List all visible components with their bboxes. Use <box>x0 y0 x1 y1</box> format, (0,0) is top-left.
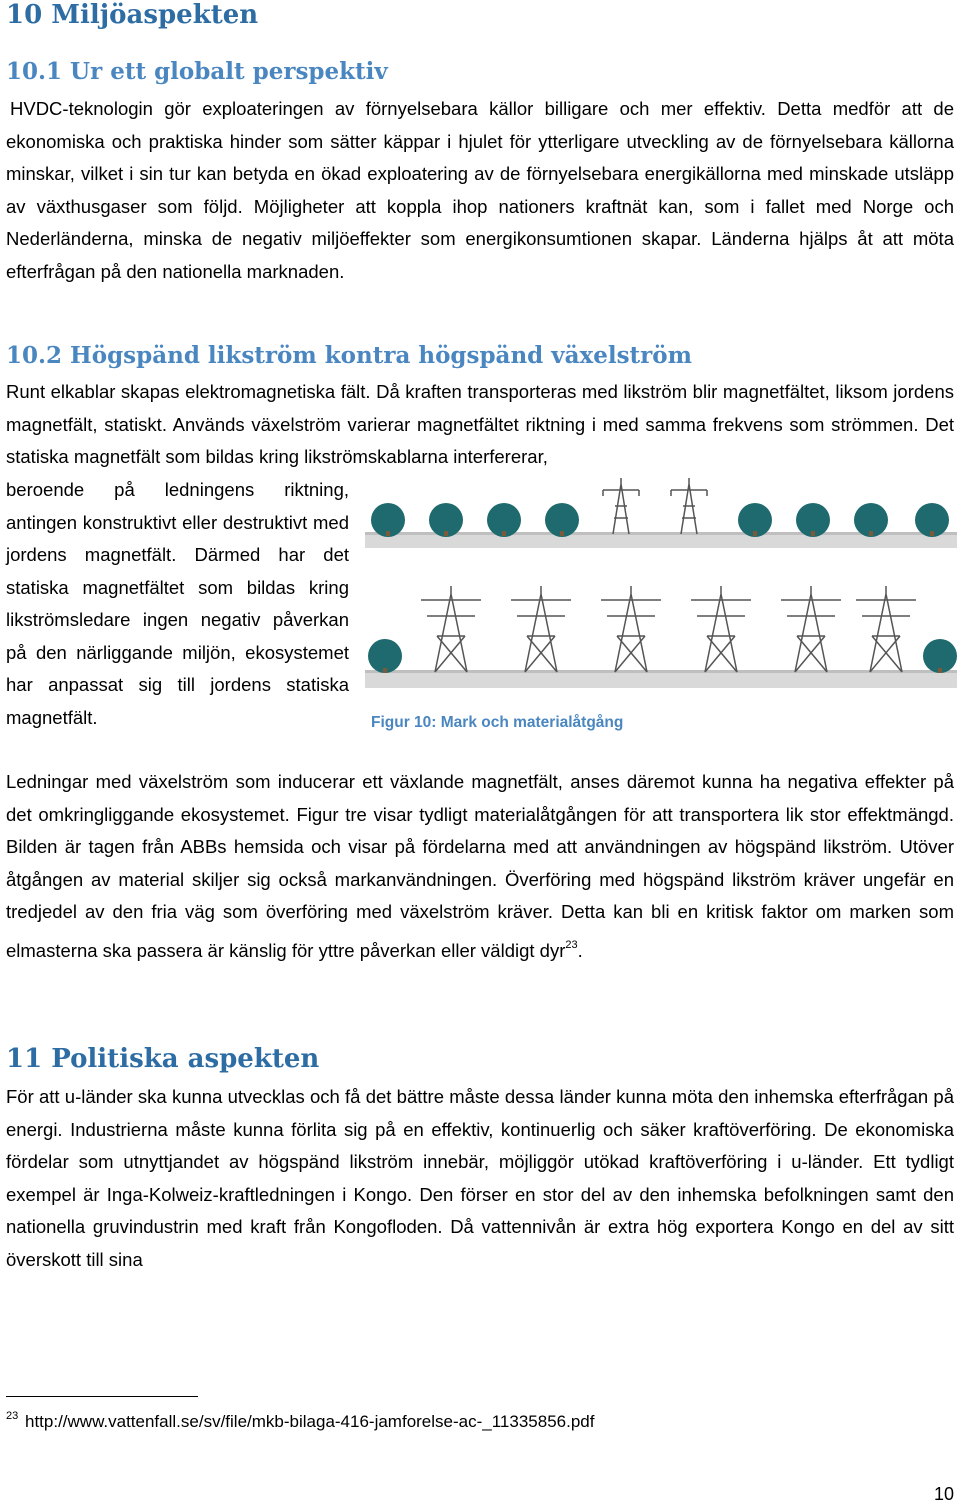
section-heading-10-2: 10.2 Högspänd likström kontra högspänd växelström <box>6 342 692 369</box>
chapter-heading-11: 11 Politiska aspekten <box>6 1044 320 1074</box>
top-trees <box>371 503 949 537</box>
paragraph-global-perspective: HVDC-teknologin gör exploateringen av förnyelsebara källor billigare och mer effektiv. Detta medför att de ekonomiska och praktiska hinder som sätter käppar i hjulet för ytterligare utveckling av de förnyelsebara källorna minskar, vilket i sin tur kan betyda en ökad exploatering av de förnyelsebara energikällorna med minskade utsläpp av växthusgaser som följd. Möjligheter att koppla ihop nationers kraftnät kan, som i fallet med Norge och Nederländerna, minska de negativ miljöeffekter som energikonsumtionen skapar. Länderna hjälps åt att möta efterfrågan på den nationella marknaden. <box>6 98 954 282</box>
bottom-ground-strip <box>365 670 957 688</box>
dc-tower-left <box>603 478 639 534</box>
page-number: 10 <box>933 1484 954 1504</box>
footnote-divider <box>6 1396 198 1397</box>
ac-towers <box>421 586 916 672</box>
section-heading-10-1: 10.1 Ur ett globalt perspektiv <box>6 58 388 85</box>
footnote-reference[interactable]: 23 <box>565 938 578 951</box>
figure-caption: Figur 10: Mark och materialåtgång <box>371 714 624 731</box>
footnote <box>6 1410 594 1432</box>
figure-land-material-usage <box>365 476 957 706</box>
paragraph-ac-effects <box>6 766 954 967</box>
paragraph-ac-effects-text: Ledningar med växelström som inducerar ett växlande magnetfält, anses däremot kunna ha negativa effekter på det omkringliggande ekosystemet. Figur tre visar tydligt materialåtgången för att transportera lik stor effektmängd. Bilden är tagen från ABBs hemsida och visar på fördelarna med att användningen av högspänd likström. Utöver åtgången av material skiljer sig också markanvändningen. Överföring med högspänd likström kräver ungefär en tredjedel av den fria väg som överföring med växelström kräver. Detta kan bli en kritisk faktor om marken som elmasterna ska passera är känslig för yttre påverkan eller väldigt dyr <box>6 771 954 961</box>
chapter-heading-10: 10 Miljöaspekten <box>6 0 259 30</box>
paragraph-ac-effects-end: . <box>577 939 583 961</box>
paragraph-political-aspects: För att u-länder ska kunna utvecklas och få det bättre måste dessa länder kunna möta den inhemska efterfrågan på energi. Industrierna måste kunna förlita sig på en effektiv, kontinuerlig och säker kraftöverföring. De ekonomiska fördelar som utnyttjandet av högspänd likström innebär, möjliggör utökad kraftöverföring i u-länder. Ett tydligt exempel är Inga-Kolweiz-kraftledningen i Kongo. Den förser en stor del av den inhemska befolkningen samt den nationella gruvindustrin med kraft från Kongofloden. Då vattennivån är extra hög exportera Kongo en del av sitt överskott till sina <box>6 1086 954 1270</box>
paragraph-magnetic-fields-wrapped: beroende på ledningens riktning, antingen konstruktivt eller destruktivt med jordens magnetfält. Därmed har det statiska magnetfältet som bildas kring likströmsledare ingen negativ påverkan på den närliggande miljön, ekosystemet har anpassat sig till jordens statiska magnetfält. <box>6 479 349 728</box>
paragraph-magnetic-fields: Runt elkablar skapas elektromagnetiska fält. Då kraften transporteras med likström blir magnetfältet, liksom jordens magnetfält, statiskt. Används växelström varierar magnetfältet riktning i med samma frekvens som strömmen. Det statiska magnetfält som bildas kring likströmskablarna interfererar, <box>6 381 954 467</box>
dc-tower-right <box>671 478 707 534</box>
bottom-trees <box>368 639 957 673</box>
footnote-number: 23 <box>6 1410 19 1422</box>
footnote-link[interactable]: http://www.vattenfall.se/sv/file/mkb-bilaga-416-jamforelse-ac-_11335856.pdf <box>24 1412 595 1431</box>
